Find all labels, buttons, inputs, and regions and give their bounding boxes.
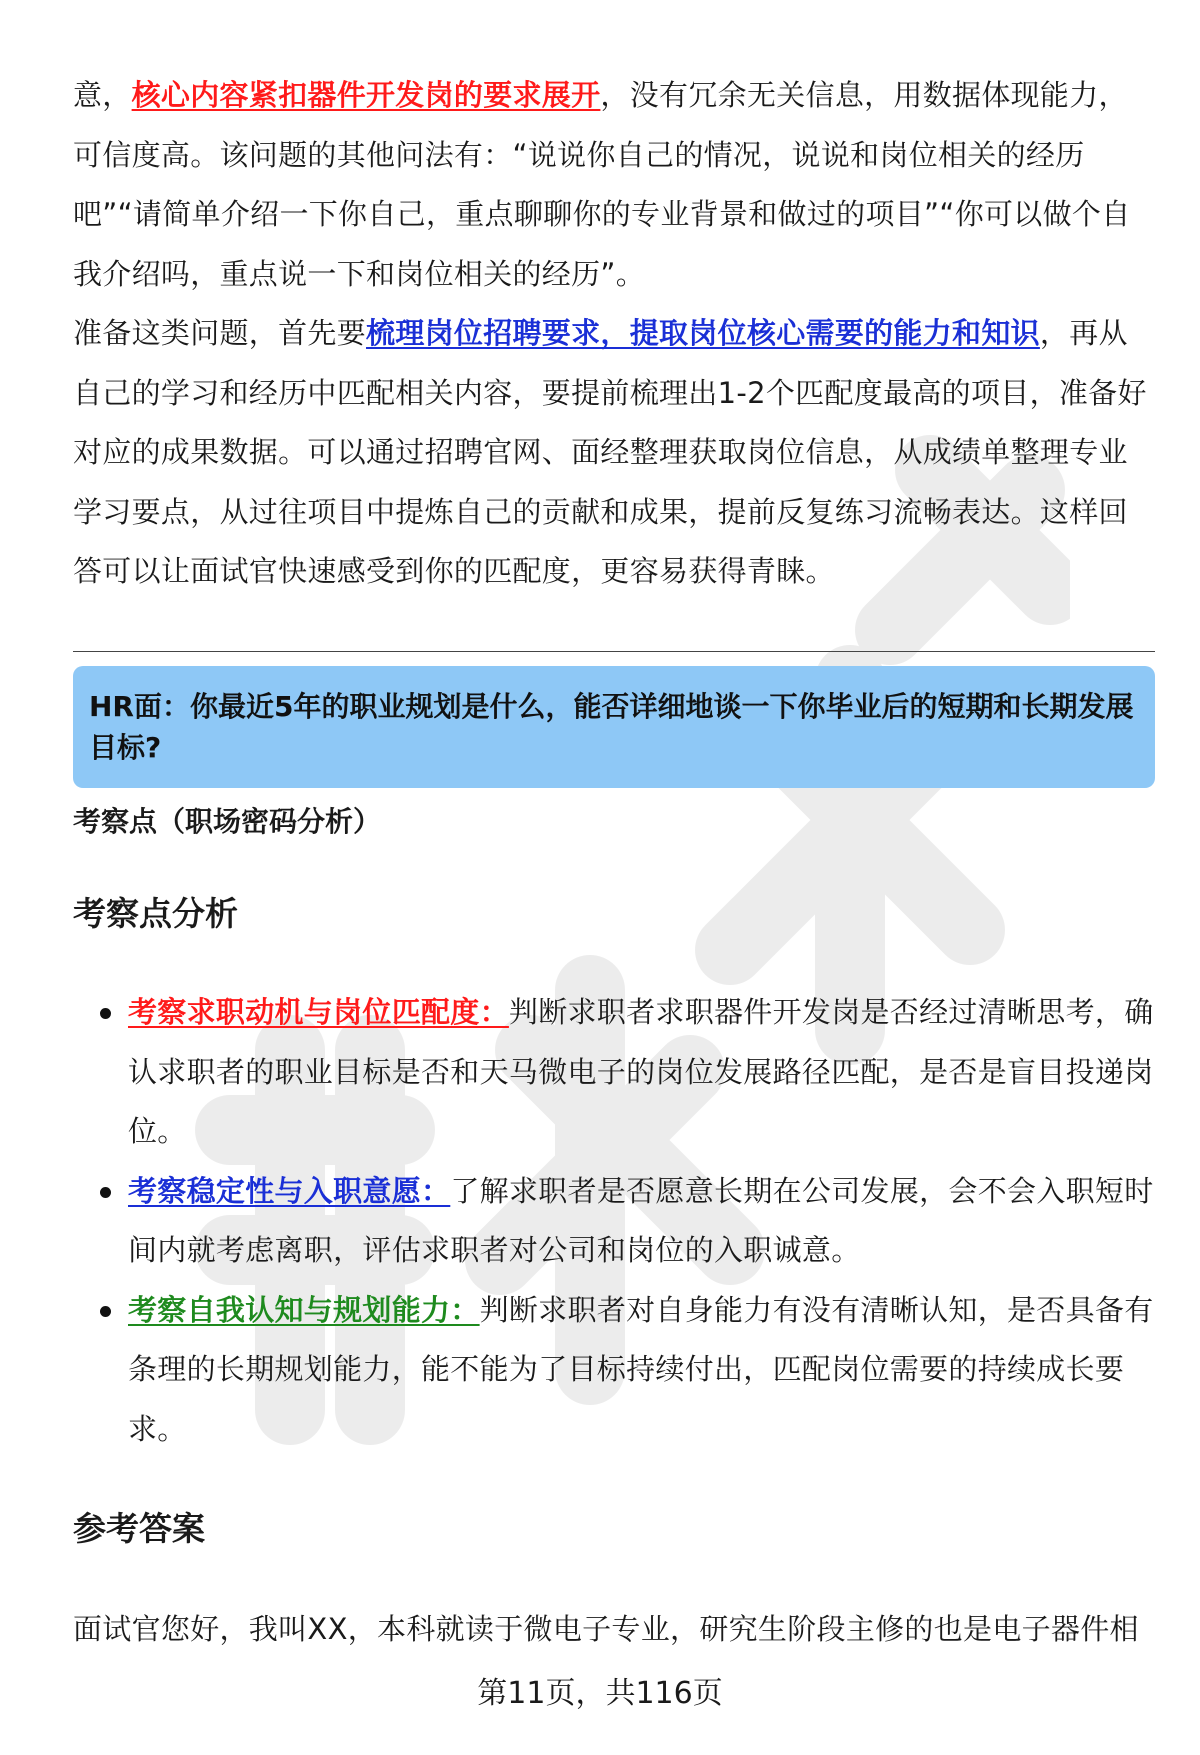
list-item: [73, 983, 1155, 1162]
intro-paragraph-2: [73, 304, 1155, 602]
answer-heading: 参考答案: [73, 1509, 205, 1548]
points-list: [73, 983, 1155, 1459]
page-number: 第11页，共116页: [477, 1676, 723, 1711]
intro-p1-prefix: 意，: [73, 78, 132, 112]
point-label: 考察稳定性与入职意愿：: [128, 1173, 451, 1208]
bullet-icon: [100, 1187, 111, 1198]
analysis-heading: 考察点分析: [73, 894, 238, 933]
subtitle: 考察点（职场密码分析）: [73, 805, 382, 838]
intro-p2-highlight: 梳理岗位招聘要求，提取岗位核心需要的能力和知识: [366, 316, 1040, 350]
list-item: [73, 1281, 1155, 1460]
point-text: 了解求职者是否愿意长期在公司发展，会不会入职短时间内就考虑离职，评估求职者对公司和岗位的入职诚意。: [128, 1173, 1154, 1267]
bullet-icon: [100, 1008, 111, 1019]
intro-section: [73, 66, 1155, 602]
intro-paragraph-1: [73, 66, 1155, 304]
point-text: 判断求职者求职器件开发岗是否经过清晰思考，确认求职者的职业目标是否和天马微电子的岗位发展路径匹配，是否是盲目投递岗位。: [128, 995, 1154, 1148]
question-box: [73, 666, 1155, 788]
question-text: HR面：你最近5年的职业规划是什么，能否详细地谈一下你毕业后的短期和长期发展目标?: [89, 690, 1134, 764]
point-label: 考察自我认知与规划能力：: [128, 1292, 480, 1327]
intro-p2-suffix: ，再从自己的学习和经历中匹配相关内容，要提前梳理出1-2个匹配度最高的项目，准备好对应的成果数据。可以通过招聘官网、面经整理获取岗位信息，从成绩单整理专业学习要点，从过往项目中提炼自己的贡献和成果，提前反复练习流畅表达。这样回答可以让面试官快速感受到你的匹配度，更容易获得青睐。: [73, 316, 1147, 588]
section-divider: [73, 651, 1155, 652]
answer-text: 面试官您好，我叫XX，本科就读于微电子专业，研究生阶段主修的也是电子器件相: [73, 1612, 1139, 1646]
intro-p2-prefix: 准备这类问题，首先要: [73, 316, 367, 350]
point-label: 考察求职动机与岗位匹配度：: [128, 995, 509, 1029]
point-text: 判断求职者对自身能力有没有清晰认知，是否具备有条理的长期规划能力，能不能为了目标持续付出，匹配岗位需要的持续成长要求。: [128, 1292, 1154, 1446]
bullet-icon: [100, 1306, 111, 1317]
list-item: [73, 1162, 1155, 1281]
intro-p1-highlight: 核心内容紧扣器件开发岗的要求展开: [131, 78, 601, 112]
intro-p1-suffix: ，没有冗余无关信息，用数据体现能力，可信度高。该问题的其他问法有：“说说你自己的情况，说说和岗位相关的经历吧”“请简单介绍一下你自己，重点聊聊你的专业背景和做过的项目”“你可以做个自我介绍吗，重点说一下和岗位相关的经历”。: [73, 78, 1131, 291]
